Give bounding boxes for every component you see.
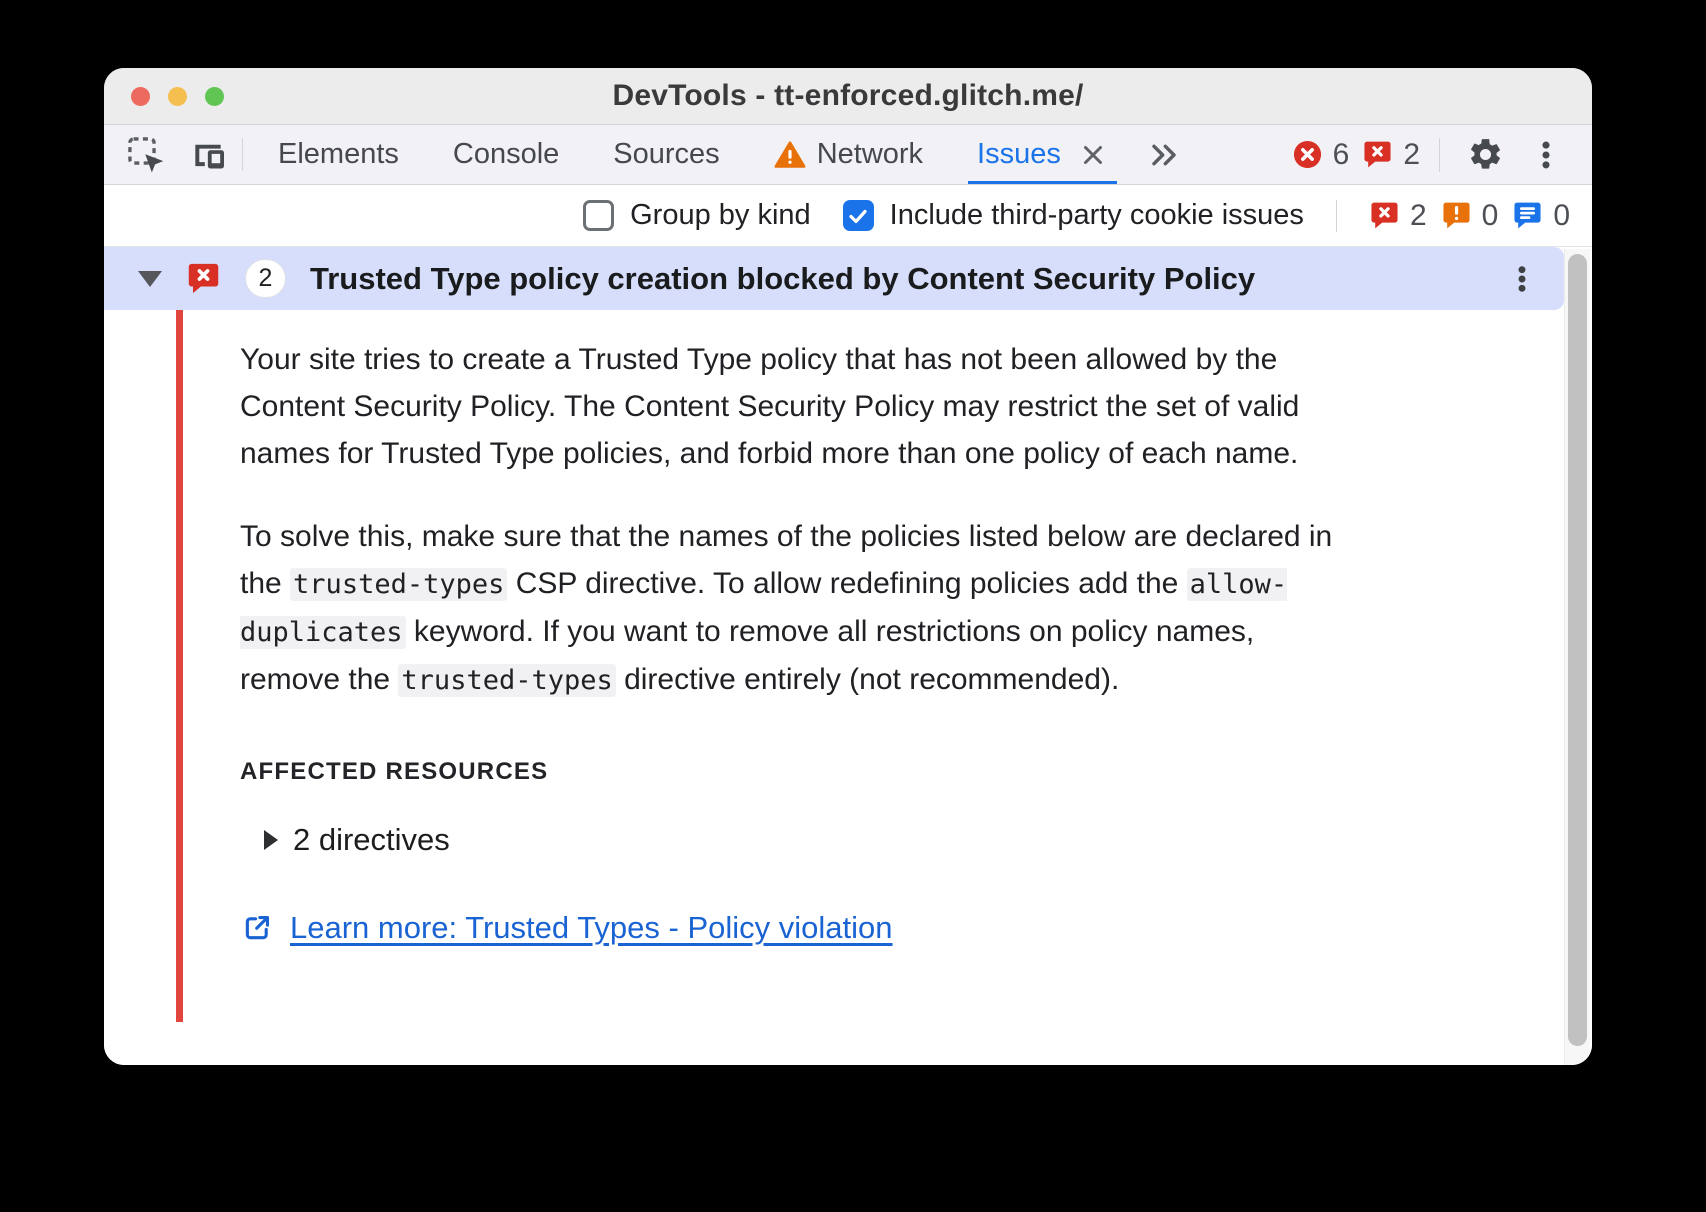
code-span: trusted-types	[398, 664, 615, 697]
issue-description: Your site tries to create a Trusted Type policy that has not been allowed by the Content Security Policy. The Content Security Policy may restrict the set of valid names for Trusted Type policies, and forbid more than one policy of each name.	[240, 343, 1300, 470]
text-segment: directive entirely (not recommended).	[615, 663, 1120, 696]
filterbar-divider	[1336, 200, 1337, 232]
checkmark-icon	[846, 204, 870, 228]
panel-tabs	[251, 125, 1135, 184]
third-party-checkbox[interactable]	[843, 200, 874, 231]
more-tabs-button[interactable]	[1135, 125, 1193, 184]
issue-severity-stripe	[176, 310, 183, 1022]
warnings-count: 0	[1481, 198, 1499, 232]
messages-count-badge	[1512, 199, 1570, 233]
learn-more-row	[240, 910, 1352, 946]
issue-count-pill: 2	[245, 259, 286, 298]
toolbar-right-cluster	[1292, 125, 1568, 184]
error-bubble-icon	[1369, 200, 1400, 231]
third-party-toggle[interactable]	[843, 199, 1304, 232]
left-tool-group	[120, 125, 234, 184]
zoom-window-button[interactable]	[205, 87, 224, 106]
warning-triangle-icon	[774, 139, 806, 171]
tab-label: Elements	[278, 138, 399, 170]
error-circle-icon	[1292, 139, 1323, 170]
issue-header-row[interactable]	[104, 247, 1564, 310]
code-span: allow-duplicates	[240, 569, 1288, 648]
text-segment: To solve this, make sure that the names of the policies listed below are declared in the	[240, 520, 1333, 600]
error-count: 6	[1332, 137, 1350, 171]
group-by-kind-toggle[interactable]	[583, 199, 811, 232]
text-segment: keyword. If you want to remove all restrictions on policy names, remove the	[240, 615, 1255, 696]
traffic-lights	[131, 68, 224, 124]
external-link-icon	[240, 911, 274, 945]
group-by-kind-checkbox[interactable]	[583, 200, 614, 231]
tab-label: Issues	[977, 138, 1061, 170]
close-tab-icon[interactable]	[1078, 140, 1108, 170]
affected-resources-heading: AFFECTED RESOURCES	[240, 758, 549, 785]
issue-bubble-icon	[1362, 139, 1393, 170]
issue-solution	[240, 513, 1352, 704]
issues-count: 2	[1403, 137, 1420, 171]
tab-issues[interactable]	[950, 125, 1135, 184]
window-title: DevTools - tt-enforced.glitch.me/	[612, 79, 1084, 112]
code-span: trusted-types	[290, 568, 507, 601]
third-party-label: Include third-party cookie issues	[889, 199, 1304, 231]
directives-toggle[interactable]	[264, 822, 1352, 858]
tab-network[interactable]	[747, 125, 950, 184]
group-by-kind-label: Group by kind	[630, 199, 811, 231]
learn-more-link[interactable]: Learn more: Trusted Types - Policy violation	[290, 910, 893, 945]
toolbar-divider	[242, 138, 243, 171]
settings-button[interactable]	[1459, 125, 1511, 184]
kebab-menu-icon	[1506, 263, 1538, 295]
issue-kind-counts	[1369, 199, 1570, 233]
inspect-cursor-icon	[127, 136, 165, 174]
triangle-right-icon	[264, 830, 278, 850]
close-window-button[interactable]	[131, 87, 150, 106]
tab-label: Network	[816, 138, 924, 170]
devtools-toolbar	[104, 125, 1592, 185]
issues-badge[interactable]	[1362, 138, 1420, 172]
page-errors-count: 2	[1409, 198, 1427, 232]
vertical-scrollbar[interactable]	[1564, 249, 1590, 1065]
scrollbar-thumb[interactable]	[1568, 254, 1587, 1046]
kebab-menu-icon	[1529, 138, 1563, 172]
toolbar-divider	[1439, 138, 1440, 172]
message-bubble-icon	[1512, 200, 1543, 231]
tab-label: Sources	[613, 138, 720, 170]
inspect-element-button[interactable]	[120, 125, 172, 184]
gear-icon	[1467, 136, 1504, 173]
tab-label: Console	[452, 138, 560, 170]
issue-menu-button[interactable]	[1498, 255, 1546, 303]
issue-title: Trusted Type policy creation blocked by Content Security Policy	[310, 260, 1256, 296]
text-segment: CSP directive. To allow redefining policies add the	[507, 567, 1187, 600]
toggle-device-toolbar-button[interactable]	[182, 125, 234, 184]
tab-console[interactable]	[426, 125, 586, 184]
issues-filterbar	[104, 185, 1592, 247]
expand-triangle-icon[interactable]	[138, 271, 162, 287]
issue-detail-panel	[104, 310, 1592, 1065]
tab-elements[interactable]	[251, 125, 426, 184]
minimize-window-button[interactable]	[168, 87, 187, 106]
issue-bubble-icon	[186, 261, 221, 296]
chevron-double-right-icon	[1148, 139, 1180, 171]
page-errors-count-badge	[1369, 199, 1427, 233]
warning-bubble-icon	[1441, 200, 1472, 231]
tab-sources[interactable]	[586, 125, 746, 184]
titlebar	[104, 68, 1592, 125]
devtools-window	[104, 68, 1592, 1065]
warnings-count-badge	[1441, 199, 1499, 233]
messages-count: 0	[1553, 198, 1570, 232]
console-errors-badge[interactable]	[1292, 138, 1350, 172]
main-menu-button[interactable]	[1524, 125, 1568, 184]
device-toolbar-icon	[189, 136, 227, 174]
directives-label: 2 directives	[293, 822, 450, 857]
